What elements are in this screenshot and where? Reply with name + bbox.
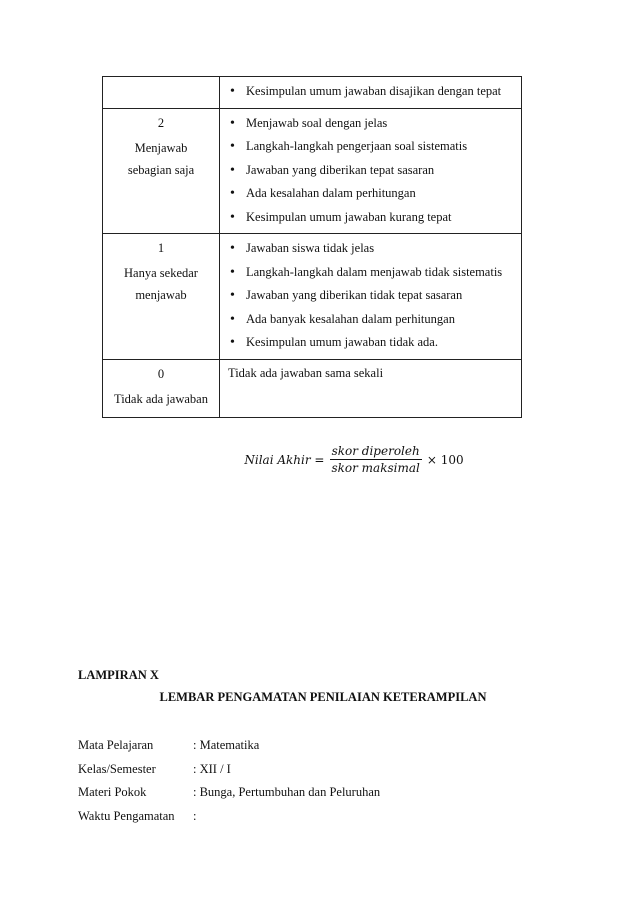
score-label-line: menjawab (135, 288, 187, 302)
info-value: : (193, 808, 197, 823)
formula-denominator: skor maksimal (331, 461, 420, 475)
criteria-cell (220, 77, 522, 109)
criterion-item: • Jawaban siswa tidak jelas (230, 237, 517, 261)
score-cell (103, 359, 220, 417)
score-label-line: Hanya sekedar (124, 266, 198, 280)
criterion-item: • Kesimpulan umum jawaban kurang tepat (230, 206, 517, 230)
criteria-text: Tidak ada jawaban sama sekali (228, 365, 384, 380)
score-value: 1 (157, 241, 165, 255)
formula-fraction (329, 444, 421, 475)
info-label: Kelas/Semester (78, 761, 156, 776)
criterion-item: • Kesimpulan umum jawaban disajikan dengan tepat (230, 80, 517, 104)
criterion-item: • Ada banyak kesalahan dalam perhitungan (230, 308, 517, 332)
info-value: : XII / I (193, 761, 231, 776)
rubric-row (103, 77, 522, 109)
score-label-line: Menjawab (134, 140, 188, 155)
rubric-row (103, 234, 522, 360)
criterion-item: • Kesimpulan umum jawaban tidak ada. (230, 331, 517, 355)
score-cell (103, 77, 220, 109)
formula-numerator: skor diperoleh (331, 444, 420, 458)
criteria-cell (220, 108, 522, 234)
info-label: Waktu Pengamatan (78, 808, 175, 823)
info-label: Materi Pokok (78, 785, 147, 799)
formula-multiplier: × 100 (426, 452, 464, 467)
criterion-item: • Jawaban yang diberikan tepat sasaran (230, 159, 517, 183)
criterion-item: • Jawaban yang diberikan tidak tepat sasaran (230, 284, 517, 308)
sheet-title: LEMBAR PENGAMATAN PENILAIAN KETERAMPILAN (159, 690, 487, 704)
info-row (78, 734, 380, 758)
score-value: 0 (157, 366, 165, 381)
criterion-item: • Langkah-langkah dalam menjawab tidak sistematis (230, 261, 517, 285)
score-cell (103, 234, 220, 360)
criterion-item: • Langkah-langkah pengerjaan soal sistematis (230, 135, 517, 159)
info-block (78, 734, 380, 828)
info-label: Mata Pelajaran (78, 738, 154, 752)
criteria-cell (220, 359, 522, 417)
score-label-line: Tidak ada jawaban (114, 391, 208, 406)
criterion-item: • Menjawab soal dengan jelas (230, 112, 517, 136)
appendix-title: LAMPIRAN X (78, 668, 159, 682)
score-label-line: sebagian saja (127, 162, 195, 177)
rubric-table (102, 76, 522, 418)
info-value: : Matematika (193, 738, 260, 752)
score-value: 2 (157, 115, 165, 130)
score-cell (103, 108, 220, 234)
final-score-formula (0, 444, 638, 475)
info-row (78, 805, 380, 829)
criterion-item: • Ada kesalahan dalam perhitungan (230, 182, 517, 206)
formula-lhs: Nilai Akhir = (244, 452, 325, 467)
rubric-row (103, 359, 522, 417)
info-row (78, 781, 380, 805)
info-value: : Bunga, Pertumbuhan dan Peluruhan (193, 785, 381, 799)
info-row (78, 758, 380, 782)
criteria-cell (220, 234, 522, 360)
rubric-row (103, 108, 522, 234)
